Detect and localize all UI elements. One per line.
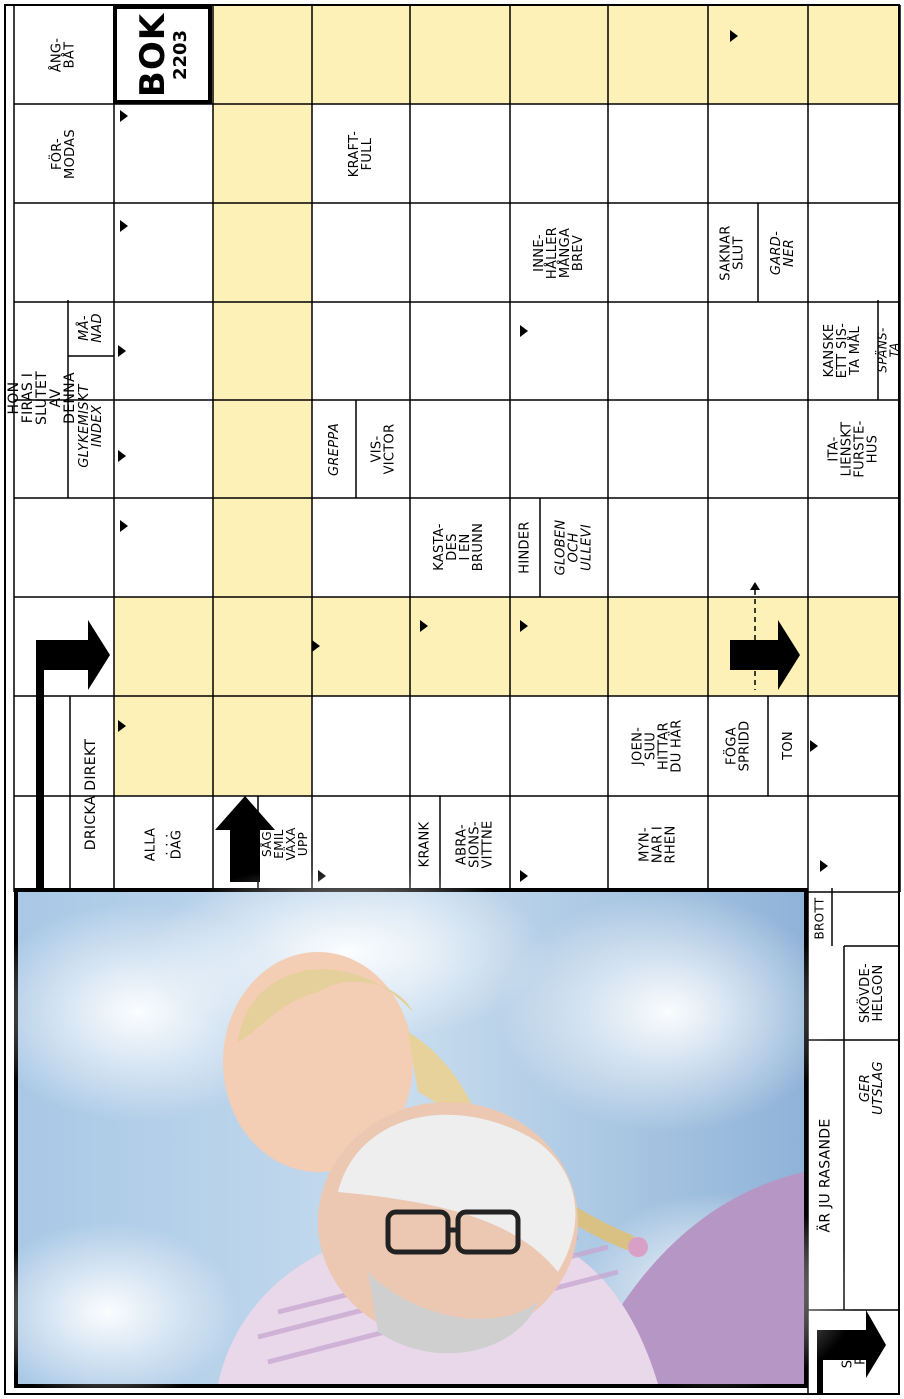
clue-joensuu: JOEN- SUU HITTAR DU HÄR bbox=[630, 718, 685, 773]
clue-hinder: HINDER bbox=[517, 520, 533, 574]
clue-glykemiskt-index: GLYKEMISKT INDEX bbox=[77, 384, 105, 468]
clue-alla-dag: ALLA . . . DAG bbox=[143, 827, 184, 861]
clue-spans: SPÄNS- TA bbox=[876, 327, 903, 373]
clue-italienskt: ITA- LIENSKT FURSTE- HUS bbox=[826, 420, 881, 478]
clue-ger-utslag: GER UTSLAG bbox=[858, 1061, 886, 1115]
clue-abrasion: ABRA- SIONS- VITTNE bbox=[454, 819, 496, 869]
clue-dricka-direkt: DRICKA DIREKT bbox=[83, 738, 100, 850]
clue-ar-ju-rasande: ÄR JU RASANDE bbox=[817, 1117, 834, 1233]
clue-saknar-slut: SAKNAR SLUT bbox=[719, 224, 747, 281]
clue-manad: MÅ- NAD bbox=[77, 313, 105, 343]
clue-hon-firas: HON FIRAS I SLUTET AV DENNA bbox=[6, 371, 78, 425]
badge-number: 2203 bbox=[169, 29, 191, 80]
clue-kastades: KASTA- DES I EN BRUNN bbox=[432, 522, 487, 572]
badge-word: BOK bbox=[132, 12, 173, 97]
clue-kraftfull: KRAFT- FULL bbox=[347, 130, 376, 177]
clue-greppa: GREPPA bbox=[327, 422, 343, 476]
clue-innehaller: INNE- HÅLLER MÅNGA BREV bbox=[532, 226, 587, 279]
clue-skopar: SKO- PAR bbox=[840, 1335, 868, 1369]
clue-mynnar: MYN- NAR I RHEN bbox=[636, 825, 678, 863]
clue-krank: KRANK bbox=[417, 821, 433, 867]
clue-kanske: KANSKE ETT SIS- TA MÅL bbox=[822, 322, 864, 378]
clue-ton: TON bbox=[780, 731, 796, 760]
clue-globen: GLOBEN OCH ULLEVI bbox=[553, 519, 595, 575]
clue-foga-spridd: FÖGA SPRIDD bbox=[724, 720, 752, 771]
clue-angbat: ÅNG- BÅT bbox=[49, 37, 78, 72]
clue-sag-emil: SÅG EMIL VÄXA UPP bbox=[260, 827, 310, 861]
clue-brott: BROTT bbox=[812, 897, 827, 939]
clue-visvictor: VIS- VICTOR bbox=[369, 423, 397, 475]
clue-formodas: FÖR- MODAS bbox=[49, 128, 78, 179]
clue-skovde: SKÖVDE- HELGON bbox=[858, 963, 887, 1023]
clue-garder: GARD- NER bbox=[768, 230, 797, 275]
